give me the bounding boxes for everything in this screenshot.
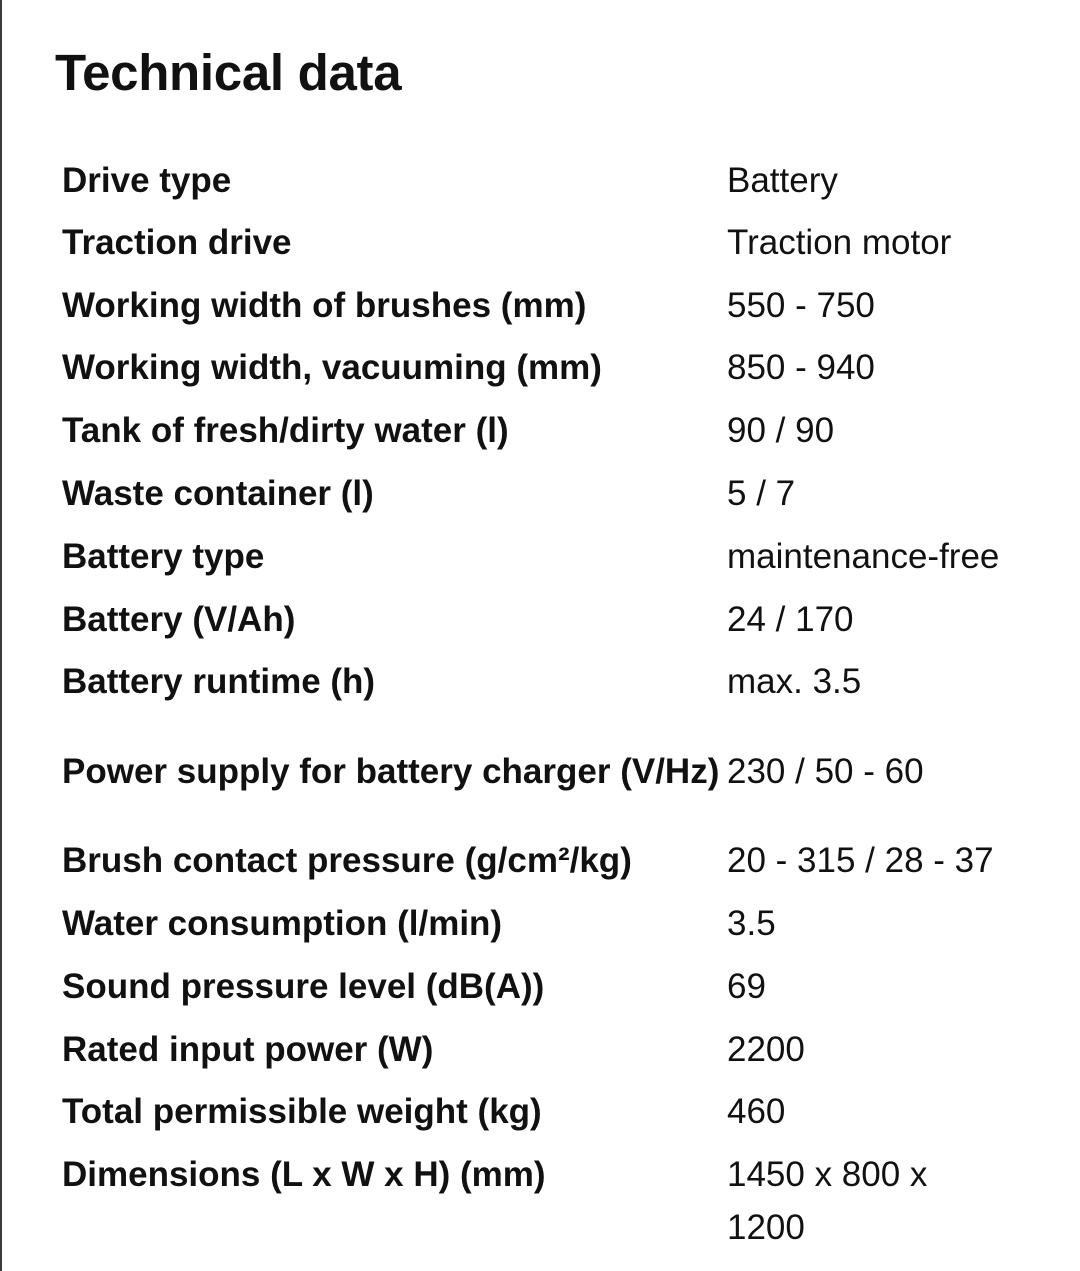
spec-value: 20 - 315 / 28 - 37 bbox=[727, 841, 994, 881]
spec-label: Rated input power (W) bbox=[62, 1029, 434, 1069]
spec-value: max. 3.5 bbox=[727, 662, 862, 702]
spec-row-brush-contact-pressure bbox=[62, 829, 1062, 892]
spec-row-battery-runtime bbox=[62, 651, 1062, 714]
spec-label: Total permissible weight (kg) bbox=[62, 1092, 542, 1132]
spec-label: Battery runtime (h) bbox=[62, 662, 376, 702]
spec-row-waste-container bbox=[62, 462, 1062, 525]
spec-label: Dimensions (L x W x H) (mm) bbox=[62, 1155, 546, 1195]
spec-label: Battery (V/Ah) bbox=[62, 599, 296, 639]
left-border bbox=[0, 0, 2, 1271]
spec-label: Brush contact pressure (g/cm²/kg) bbox=[62, 841, 632, 881]
spec-value: 230 / 50 - 60 bbox=[727, 751, 924, 791]
spec-label: Working width, vacuuming (mm) bbox=[62, 348, 602, 388]
spec-row-power-supply bbox=[62, 713, 1062, 829]
spec-label: Sound pressure level (dB(A)) bbox=[62, 966, 545, 1006]
spec-row-drive-type bbox=[62, 149, 1062, 211]
spec-label: Power supply for battery charger (V/Hz) bbox=[62, 751, 720, 791]
spec-row-traction-drive bbox=[62, 211, 1062, 274]
spec-value: 24 / 170 bbox=[727, 599, 854, 639]
spec-row-rated-input-power bbox=[62, 1018, 1062, 1081]
spec-row-battery bbox=[62, 588, 1062, 651]
spec-value: 460 bbox=[727, 1092, 786, 1132]
spec-row-working-width-vacuuming bbox=[62, 337, 1062, 400]
spec-value: Battery bbox=[727, 160, 838, 200]
technical-data-table bbox=[62, 149, 1062, 1254]
spec-label: Drive type bbox=[62, 160, 232, 200]
spec-value: 90 / 90 bbox=[727, 411, 835, 451]
spec-label: Water consumption (l/min) bbox=[62, 904, 503, 944]
spec-value: 550 - 750 bbox=[727, 285, 875, 325]
spec-value: maintenance-free bbox=[727, 536, 1000, 576]
spec-label: Battery type bbox=[62, 536, 265, 576]
spec-label: Traction drive bbox=[62, 222, 292, 262]
spec-value: 3.5 bbox=[727, 904, 776, 944]
spec-value: Traction motor bbox=[727, 222, 952, 262]
spec-label: Tank of fresh/dirty water (l) bbox=[62, 411, 509, 451]
spec-row-battery-type bbox=[62, 525, 1062, 588]
spec-value: 69 bbox=[727, 966, 766, 1006]
spec-row-total-weight bbox=[62, 1081, 1062, 1144]
spec-row-sound-pressure bbox=[62, 955, 1062, 1018]
spec-row-working-width-brushes bbox=[62, 274, 1062, 337]
spec-row-tank bbox=[62, 399, 1062, 462]
spec-value: 850 - 940 bbox=[727, 348, 875, 388]
spec-label: Working width of brushes (mm) bbox=[62, 285, 587, 325]
spec-row-water-consumption bbox=[62, 892, 1062, 955]
page-title: Technical data bbox=[55, 44, 402, 101]
spec-label: Waste container (l) bbox=[62, 474, 374, 514]
spec-value: 5 / 7 bbox=[727, 474, 796, 514]
spec-row-dimensions bbox=[62, 1143, 1062, 1254]
spec-value: 1450 x 800 x 1200 bbox=[727, 1155, 928, 1248]
spec-value: 2200 bbox=[727, 1029, 805, 1069]
